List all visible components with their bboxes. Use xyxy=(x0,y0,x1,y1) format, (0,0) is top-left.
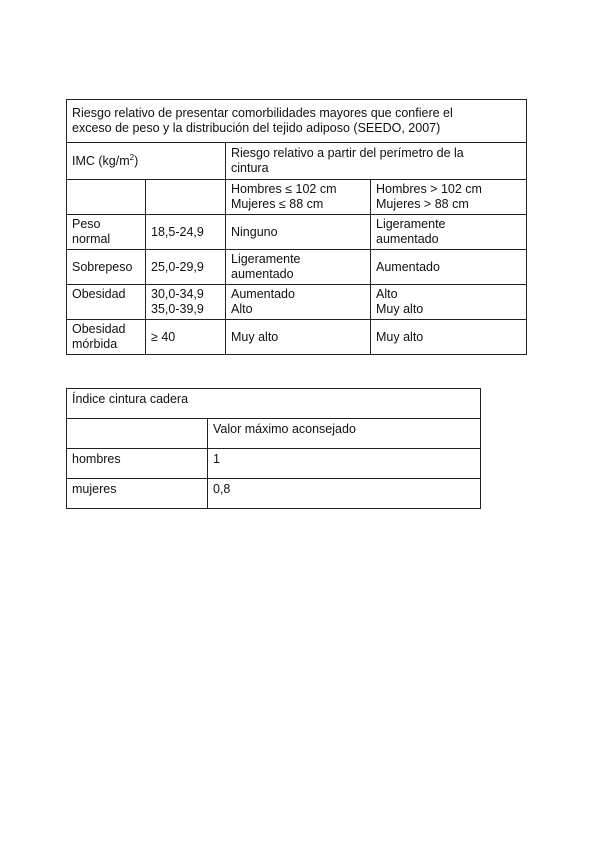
riesgo-header: Riesgo relativo a partir del perímetro de la cintura xyxy=(226,143,527,180)
col-header-high: Hombres > 102 cm Mujeres > 88 cm xyxy=(371,180,527,215)
risk-high-cell: Alto Muy alto xyxy=(371,285,527,320)
range-cell: 30,0-34,9 35,0-39,9 xyxy=(146,285,226,320)
risk-high-cell: Ligeramente aumentado xyxy=(371,215,527,250)
col-header-low: Hombres ≤ 102 cm Mujeres ≤ 88 cm xyxy=(226,180,371,215)
risk-low-cell: Aumentado Alto xyxy=(226,285,371,320)
table-row xyxy=(67,320,527,355)
caption-line-1: Riesgo relativo de presentar comorbilidades mayores que confiere el xyxy=(72,106,453,120)
range-cell: 18,5-24,9 xyxy=(146,215,226,250)
empty-cell xyxy=(67,180,146,215)
table-row xyxy=(67,285,527,320)
risk-low-cell: Ninguno xyxy=(226,215,371,250)
max-value: 0,8 xyxy=(208,479,481,509)
risk-low-cell: Muy alto xyxy=(226,320,371,355)
caption-line-2: exceso de peso y la distribución del tejido adiposo (SEEDO, 2007) xyxy=(72,121,441,135)
table-row xyxy=(67,250,527,285)
category-cell: Sobrepeso xyxy=(67,250,146,285)
risk-table xyxy=(66,99,527,355)
empty-cell xyxy=(146,180,226,215)
empty-cell xyxy=(67,419,208,449)
category-cell: Peso normal xyxy=(67,215,146,250)
risk-table-caption xyxy=(67,100,527,143)
category-cell: Obesidad mórbida xyxy=(67,320,146,355)
table-row xyxy=(67,215,527,250)
range-cell: ≥ 40 xyxy=(146,320,226,355)
range-cell: 25,0-29,9 xyxy=(146,250,226,285)
table-row xyxy=(67,449,481,479)
category-cell: Obesidad xyxy=(67,285,146,320)
imc-header: IMC $(kg/m^2)$ xyxy=(67,143,226,180)
waist-hip-table xyxy=(66,388,481,509)
max-value-header: Valor máximo aconsejado xyxy=(208,419,481,449)
risk-high-cell: Aumentado xyxy=(371,250,527,285)
risk-high-cell: Muy alto xyxy=(371,320,527,355)
sex-label: hombres xyxy=(67,449,208,479)
sex-label: mujeres xyxy=(67,479,208,509)
risk-low-cell: Ligeramente aumentado xyxy=(226,250,371,285)
max-value: 1 xyxy=(208,449,481,479)
table-row xyxy=(67,479,481,509)
waist-hip-title: Índice cintura cadera xyxy=(67,389,481,419)
